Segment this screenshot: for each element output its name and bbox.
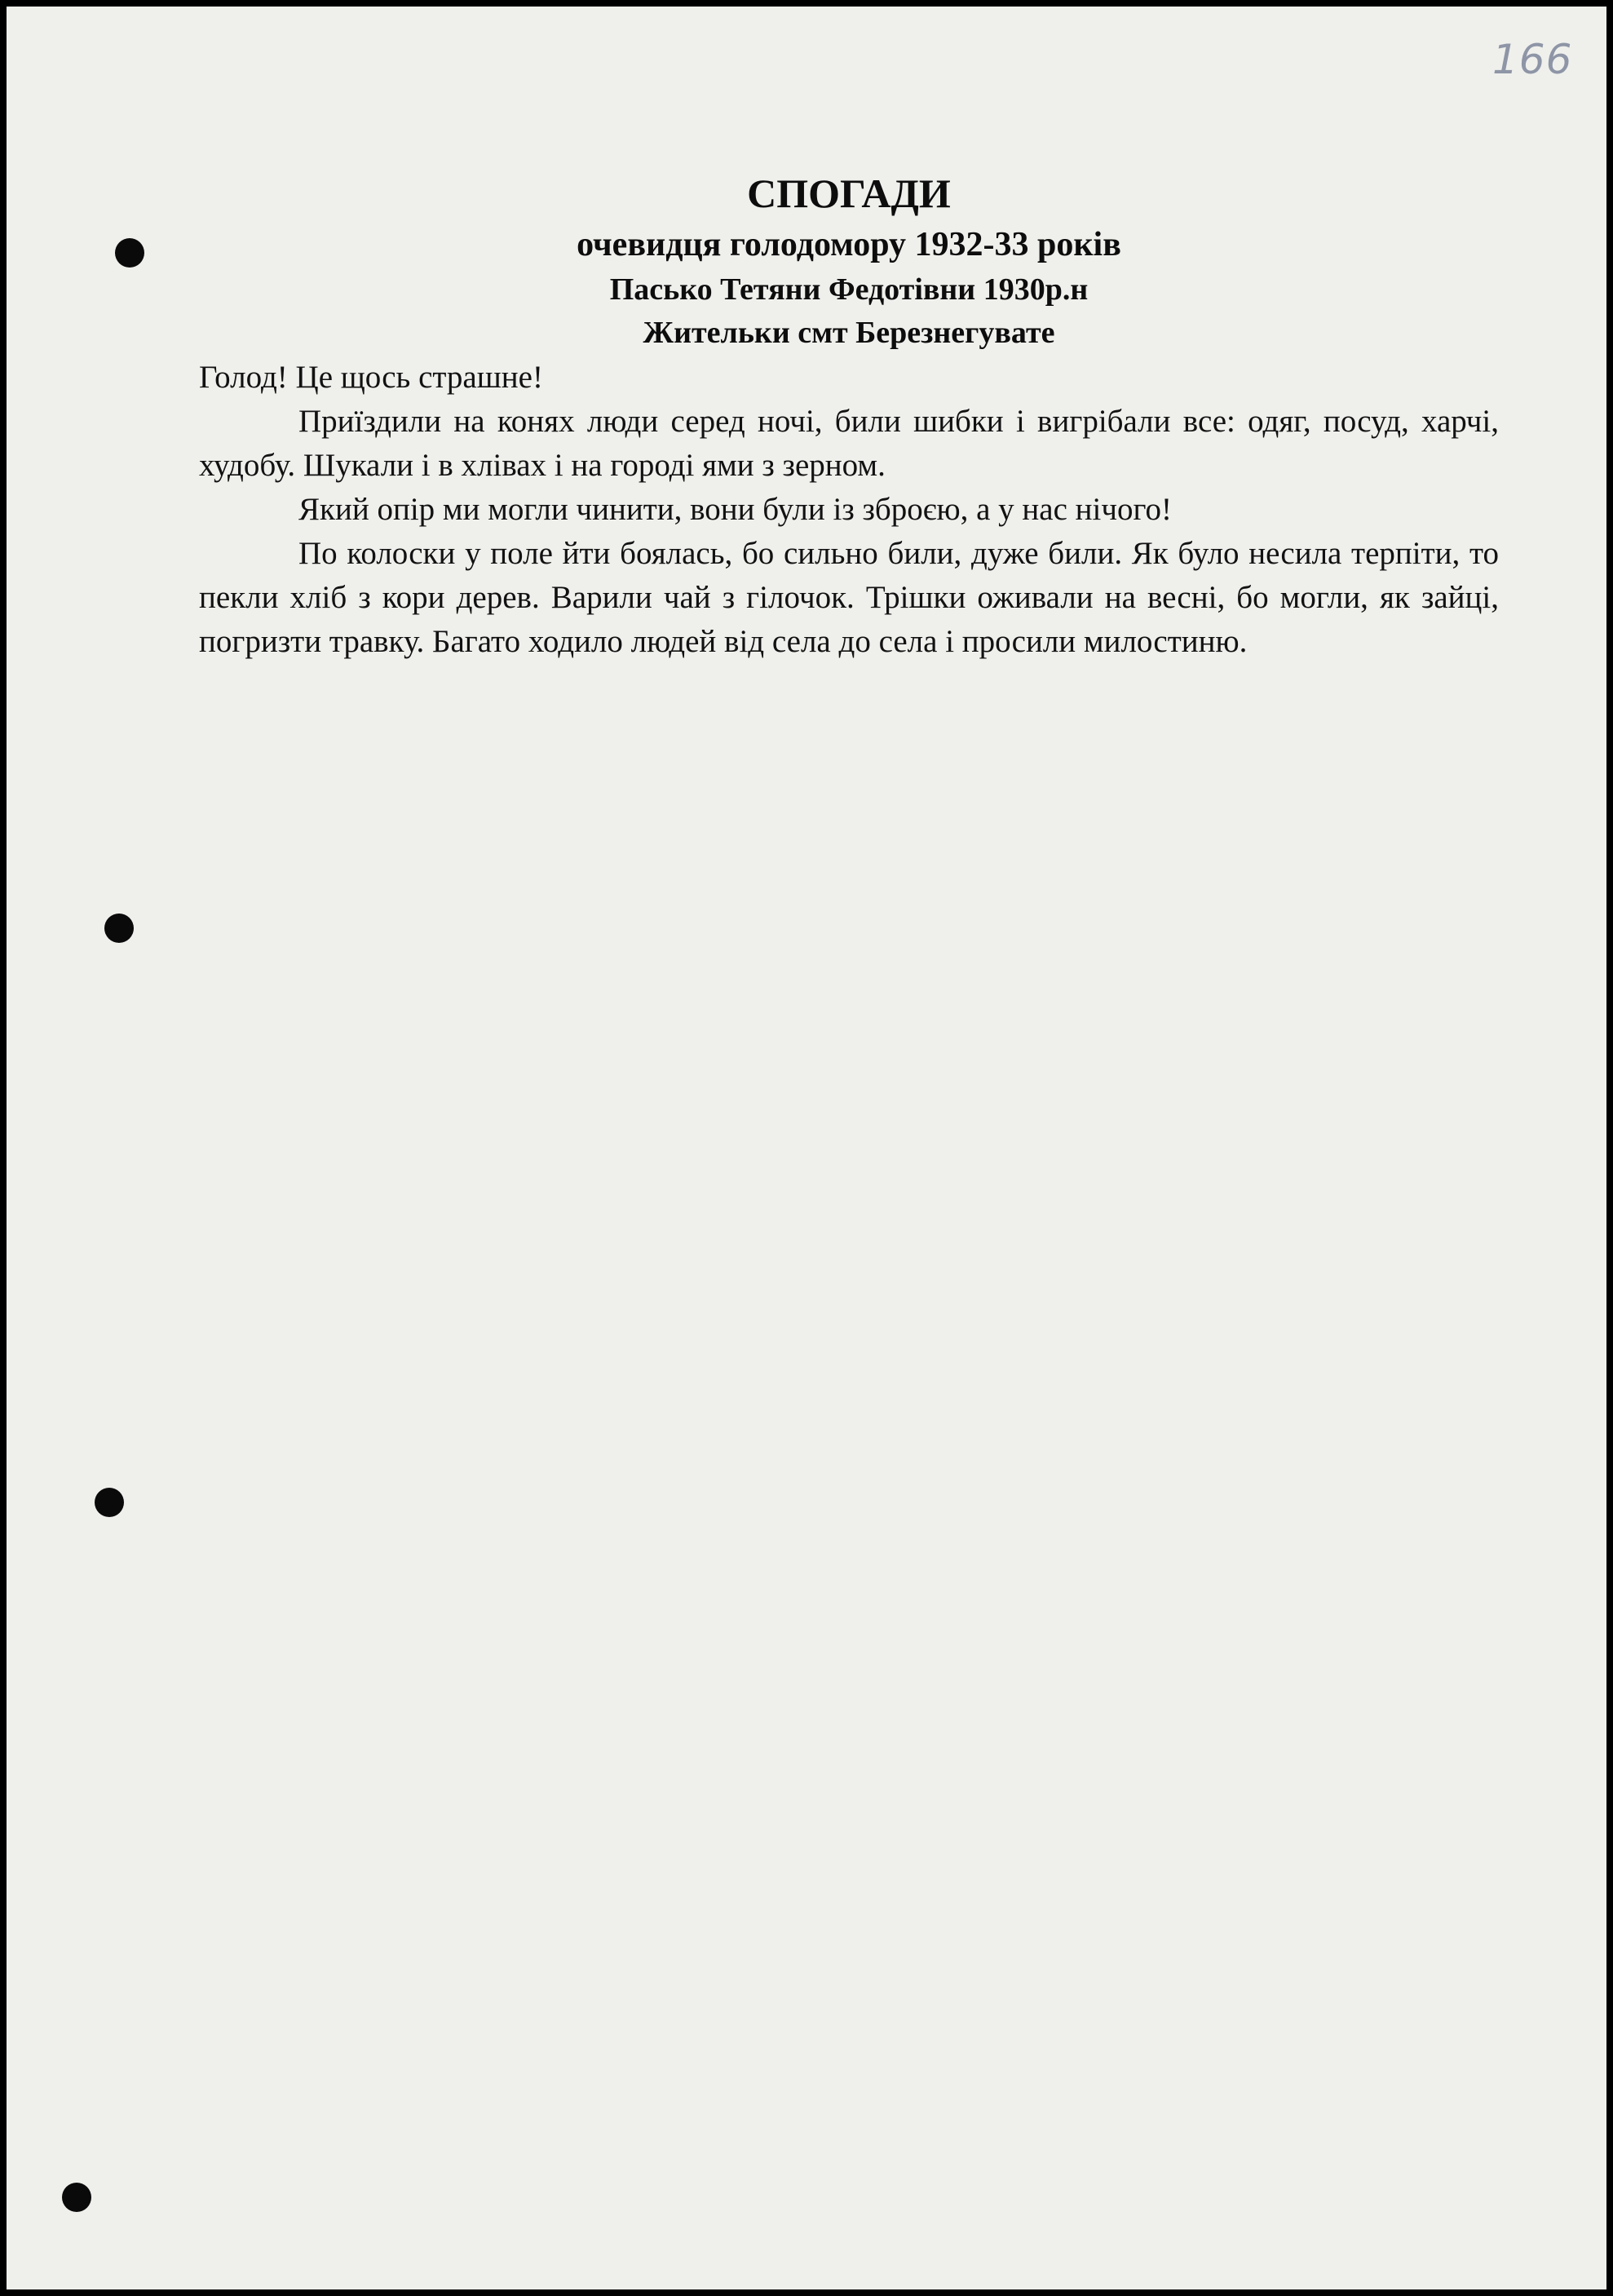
punch-hole: [104, 914, 134, 943]
witness-name: Пасько Тетяни Федотівни 1930р.н: [609, 272, 1089, 307]
paragraph: Який опір ми могли чинити, вони були із зброєю, а у нас нічого!: [298, 492, 1172, 527]
document-subtitle: очевидця голодомору 1932-33 років: [577, 226, 1121, 263]
paragraph: По колоски у поле йти боялась, бо сильно били, дуже били. Як було несила терпіти, то пекли хліб з кори дерев. Варили чай з гілочок. Трішки оживали на весні, бо могли, як зайці, погризти травку. Багато ходило людей від села до села і просили милостиню.: [199, 536, 1499, 659]
paragraph: Приїздили на конях люди серед ночі, били шибки і вигрібали все: одяг, посуд, харчі, худобу. Шукали і в хлівах і на городі ями з зерном.: [199, 404, 1499, 483]
document-title: СПОГАДИ: [747, 170, 951, 216]
document-body: [199, 356, 1499, 664]
document-page: [7, 7, 1606, 2289]
paragraph: Голод! Це щось страшне!: [199, 360, 543, 395]
punch-hole: [95, 1488, 124, 1517]
witness-residence: Жительки смт Березнегувате: [643, 316, 1055, 350]
punch-hole: [62, 2183, 91, 2212]
punch-hole: [115, 238, 144, 268]
page-number: 166: [1492, 36, 1573, 83]
